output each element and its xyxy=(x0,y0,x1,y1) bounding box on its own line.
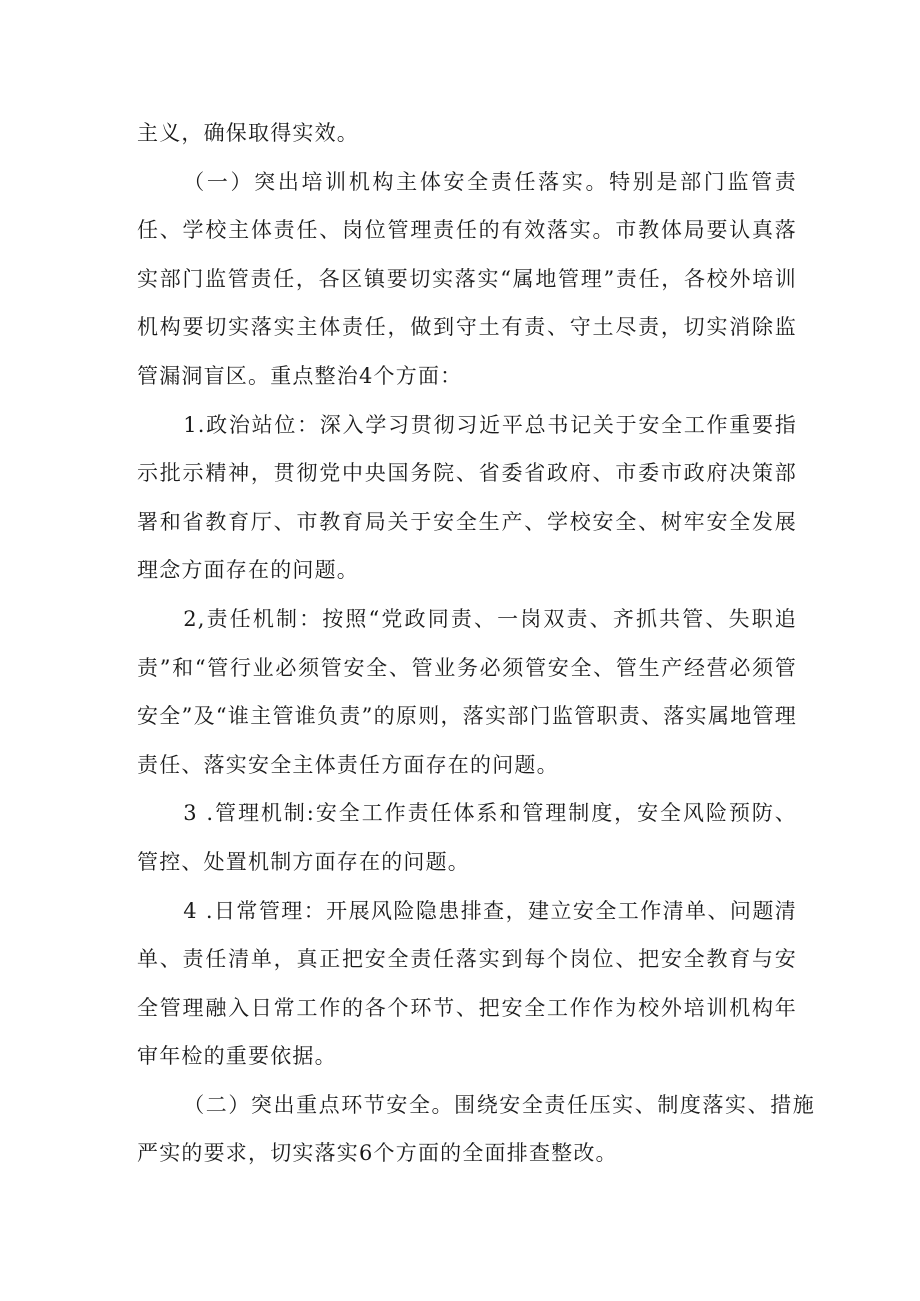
paragraph-continuation: 主义，确保取得实效。 xyxy=(137,121,359,145)
paragraph-item-4-daily-management: 4 .日常管理：开展风险隐患排查，建立安全工作清单、问题清单、责任清单，真正把安全责任落实到每个岗位、把安全教育与安全管理融入日常工作的各个环节、把安全工作作为校外培训机构年审年检的重要依据。 xyxy=(137,898,797,1069)
paragraph-item-3-management-mechanism: 3 .管理机制:安全工作责任体系和管理制度，安全风险预防、管控、处置机制方面存在的问题。 xyxy=(137,801,797,874)
paragraph-section-1-heading: （一）突出培训机构主体安全责任落实。特别是部门监管责任、学校主体责任、岗位管理责任的有效落实。市教体局要认真落实部门监管责任，各区镇要切实落实“属地管理”责任，各校外培训机构要切实落实主体责任，做到守土有责、守土尽责，切实消除监管漏洞盲区。重点整治4个方面： xyxy=(137,169,797,388)
paragraph-section-2-heading: （二）突出重点环节安全。围绕安全责任压实、制度落实、措施严实的要求，切实落实6个方面的全面排查整改。 xyxy=(137,1092,815,1166)
paragraph-item-2-responsibility-mechanism: 2,责任机制：按照“党政同责、一岗双责、齐抓共管、失职追责”和“管行业必须管安全、管业务必须管安全、管生产经营必须管安全”及“谁主管谁负责”的原则，落实部门监管职责、落实属地管理责任、落实安全主体责任方面存在的问题。 xyxy=(137,606,797,777)
document-body xyxy=(137,109,815,1178)
paragraph-item-1-political-stance: 1.政治站位：深入学习贯彻习近平总书记关于安全工作重要指示批示精神，贯彻党中央国务院、省委省政府、市委市政府决策部署和省教育厅、市教育局关于安全生产、学校安全、树牢安全发展理念方面存在的问题。 xyxy=(137,412,797,583)
